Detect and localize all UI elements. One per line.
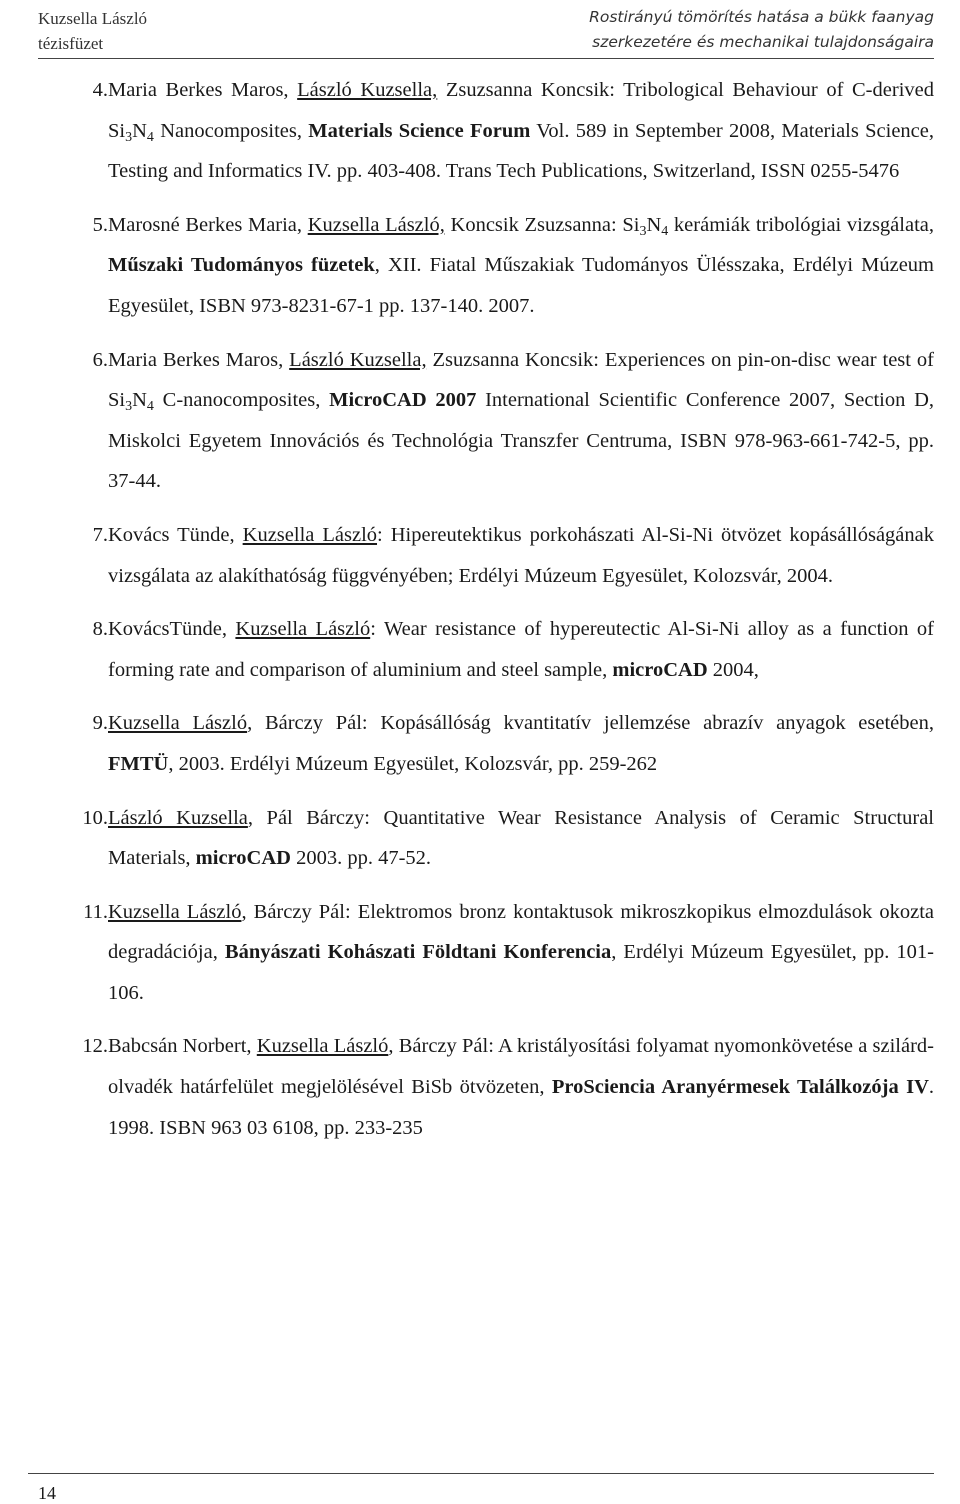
reference-author-highlight: Kuzsella László <box>108 712 248 735</box>
reference-text-segment: Zsuzsanna Koncsik: Tribological Behaviour of C-derived Si <box>108 79 934 142</box>
reference-text-segment: : Hipereutektikus porkohászati Al-Si-Ni ötvözet kopásállóságának vizsgálata az alakíthatóság függvényében; Erdélyi Múzeum Egyesület, Kolozsvár, 2004. <box>108 523 934 587</box>
header-left <box>38 6 147 56</box>
reference-text-segment: N <box>646 213 662 236</box>
chemical-subscript: 3 <box>125 399 133 415</box>
reference-number: 12 . <box>82 1026 108 1067</box>
footer-divider <box>28 1473 934 1474</box>
reference-number: 6 . <box>93 340 108 381</box>
reference-text-segment: Babcsán Norbert, <box>108 1035 257 1058</box>
reference-item <box>0 1026 960 1148</box>
reference-text <box>108 70 934 192</box>
reference-item <box>0 798 960 879</box>
reference-number: 8 . <box>93 609 108 650</box>
chemical-subscript: 4 <box>146 129 154 145</box>
reference-number: 4 . <box>93 70 108 111</box>
reference-text <box>108 609 934 690</box>
reference-list <box>0 70 960 1161</box>
reference-text <box>108 340 934 502</box>
chemical-subscript: 3 <box>125 129 133 145</box>
reference-author-highlight: László Kuzsella <box>108 806 248 829</box>
reference-item <box>0 340 960 502</box>
reference-text-segment: : Wear resistance of hypereutectic Al-Si-Ni alloy as a function of forming rate and comparison of aluminium and steel sample, <box>108 618 934 681</box>
reference-text-segment: Koncsik Zsuzsanna: Si <box>444 213 640 236</box>
reference-text-segment: N <box>132 389 147 412</box>
reference-text-segment: . 1998. ISBN 963 03 6108, pp. 233-235 <box>108 1076 935 1139</box>
chemical-subscript: 4 <box>146 399 154 415</box>
reference-number: 7 . <box>93 515 108 556</box>
reference-text-segment: , Bárczy Pál: A kristályosítási folyamat nyomonkövetése a szilárd-olvadék határfelület megjelölésével BiSb ötvözeten, <box>108 1035 934 1099</box>
reference-text-segment: Maria Berkes Maros, <box>108 79 298 101</box>
reference-venue: microCAD <box>612 658 708 681</box>
reference-item <box>0 205 960 327</box>
header-right <box>589 5 934 55</box>
reference-text <box>108 798 934 879</box>
header-author: Kuzsella László <box>38 9 148 28</box>
reference-venue: Műszaki Tudományos füzetek <box>108 254 375 277</box>
page-number: 14 <box>38 1483 56 1503</box>
reference-text <box>108 1026 934 1148</box>
reference-text-segment: 2004, <box>707 658 759 681</box>
reference-text-segment: , Bárczy Pál: Elektromos bronz kontaktusok mikroszkopikus elmozdulások okozta degradációja, <box>108 900 934 964</box>
reference-author-highlight: Kuzsella László, <box>307 213 445 236</box>
header-title-line2: szerkezetére és mechanikai tulajdonságaira <box>592 33 934 51</box>
reference-item <box>0 515 960 596</box>
reference-author-highlight: Kuzsella László <box>242 523 378 546</box>
reference-text-segment: 2003. pp. 47-52. <box>290 847 432 870</box>
reference-number: 11 . <box>83 892 108 933</box>
reference-author-highlight: László Kuzsella, <box>297 79 438 101</box>
reference-text-segment: KovácsTünde, <box>108 618 236 641</box>
reference-author-highlight: Kuzsella László <box>235 618 371 641</box>
reference-venue: ProSciencia Aranyérmesek Találkozója IV <box>551 1076 929 1099</box>
reference-text-segment: Marosné Berkes Maria, <box>108 213 308 236</box>
reference-item <box>0 703 960 784</box>
reference-number: 10 . <box>82 798 108 839</box>
reference-text-segment: Zsuzsanna Koncsik: Experiences on pin-on-disc wear test of Si <box>108 348 934 412</box>
header-divider <box>38 58 934 59</box>
reference-number: 9 . <box>93 703 108 744</box>
reference-item <box>0 609 960 690</box>
reference-text-segment: Kovács Tünde, <box>108 523 243 546</box>
reference-item <box>0 892 960 1014</box>
reference-text-segment: Maria Berkes Maros, <box>108 348 290 371</box>
reference-venue: microCAD <box>195 847 291 870</box>
reference-text-segment: , 2003. Erdélyi Múzeum Egyesület, Kolozsvár, pp. 259-262 <box>168 752 658 775</box>
reference-text-segment: International Scientific Conference 2007, Section D, Miskolci Egyetem Innovációs és Technológia Transzfer Centruma, ISBN 978-963-661-742-5, pp. 37-44. <box>108 389 934 493</box>
reference-text <box>108 205 934 327</box>
reference-text <box>108 892 934 1014</box>
reference-number: 5 . <box>93 205 108 246</box>
reference-venue: MicroCAD 2007 <box>329 389 477 412</box>
header-doc-type: tézisfüzet <box>38 34 104 53</box>
reference-text-segment: , Erdélyi Múzeum Egyesület, pp. 101-106. <box>108 941 934 1004</box>
reference-author-highlight: Kuzsella László <box>256 1035 389 1058</box>
reference-text <box>108 515 934 596</box>
reference-text-segment: C-nanocomposites, <box>153 389 330 412</box>
reference-venue: Bányászati Kohászati Földtani Konferencia <box>224 941 612 964</box>
reference-text-segment: , Bárczy Pál: Kopásállóság kvantitatív jellemzése abrazív anyagok esetében, <box>247 712 934 735</box>
reference-text <box>108 703 934 784</box>
reference-text-segment: kerámiák tribológiai vizsgálata, <box>668 213 934 236</box>
reference-text-segment: Nanocomposites, <box>153 119 309 142</box>
header-title-line1: Rostirányú tömörítés hatása a bükk faanyag <box>589 8 934 26</box>
reference-venue: Materials Science Forum <box>308 119 531 142</box>
chemical-subscript: 4 <box>661 223 669 239</box>
reference-item <box>0 70 960 192</box>
reference-text-segment: Vol. 589 in September 2008, Materials Science, Testing and Informatics IV. pp. 403-408. Trans Tech Publications, Switzerland, ISSN 0255-5476 <box>108 119 934 183</box>
reference-text-segment: , Pál Bárczy: Quantitative Wear Resistance Analysis of Ceramic Structural Materials, <box>108 806 934 870</box>
reference-author-highlight: László Kuzsella, <box>289 348 427 371</box>
chemical-subscript: 3 <box>639 223 647 239</box>
reference-venue: FMTÜ <box>108 752 169 775</box>
reference-author-highlight: Kuzsella László <box>108 900 242 923</box>
reference-text-segment: N <box>132 119 147 142</box>
reference-text-segment: , XII. Fiatal Műszakiak Tudományos Ülésszaka, Erdélyi Múzeum Egyesület, ISBN 973-8231-67-1 pp. 137-140. 2007. <box>108 254 935 317</box>
